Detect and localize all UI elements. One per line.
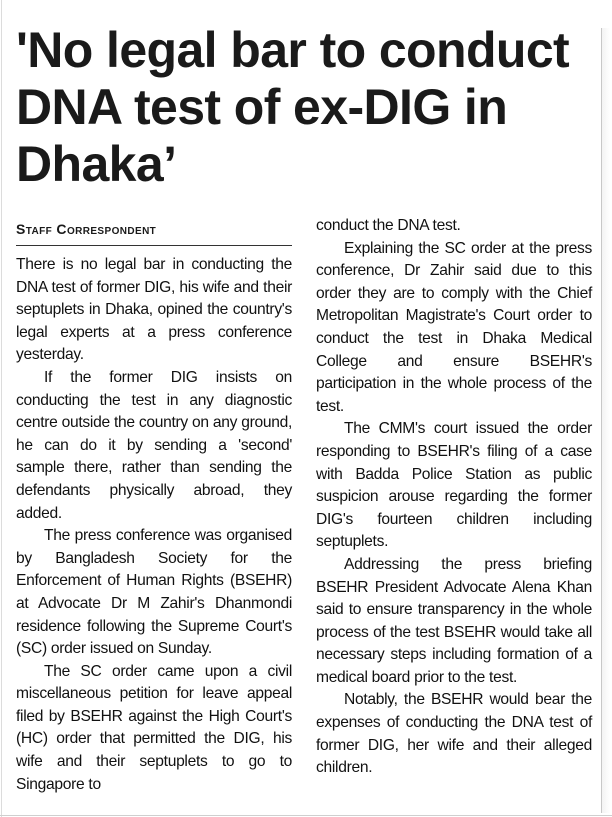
paragraph: The press conference was organised by Bangladesh Society for the Enforcement of Human Rights (BSEHR) at Advocate Dr M Zahir's Dhanmondi residence following the Supreme Court's (SC) order issued on Sunday. (16, 527, 292, 658)
adjacent-page-edge (601, 28, 610, 813)
paragraph: There is no legal bar in conducting the DNA test of former DIG, his wife and their septuplets in Dhaka, opined the country's legal experts at a press conference yesterday. (16, 256, 292, 364)
byline: Staff Correspondent (16, 221, 157, 237)
paragraph: The CMM's court issued the order responding to BSEHR's filing of a case with Badda Police Station as public suspicion arouse regarding the former DIG's fourteen children including septuplets. (316, 420, 592, 551)
left-column (16, 254, 292, 796)
clipping-left-edge (1, 0, 2, 817)
paragraph: Explaining the SC order at the press conference, Dr Zahir said due to this order they are to comply with the Chief Metropolitan Magistrate's Court order to conduct the test in Dhaka Medical College and ensure BSEHR's participation in the whole process of the test. (316, 239, 592, 415)
paragraph: Addressing the press briefing BSEHR President Advocate Alena Khan said to ensure transparency in the whole process of the test BSEHR would take all necessary steps including formation of a medical board prior to the test. (316, 555, 592, 686)
paragraph: The SC order came upon a civil miscellaneous petition for leave appeal filed by BSEHR against the High Court's (HC) order that permitted the DIG, his wife and their septuplets to go to Singapore to (16, 662, 292, 793)
headline: 'No legal bar to conduct DNA test of ex-DIG in Dhaka’ (16, 22, 570, 192)
right-column (316, 215, 592, 780)
clipping-bottom-edge (0, 815, 612, 816)
paragraph-continuation: conduct the DNA test. (316, 217, 461, 234)
paragraph: If the former DIG insists on conducting the test in any diagnostic centre outside the country on any ground, he can do it by sending a 'second' sample there, rather than sending the defendants physically abroad, they added. (16, 368, 292, 522)
paragraph: Notably, the BSEHR would bear the expenses of conducting the DNA test of former DIG, her wife and their alleged children. (316, 691, 592, 777)
byline-rule (16, 245, 292, 246)
